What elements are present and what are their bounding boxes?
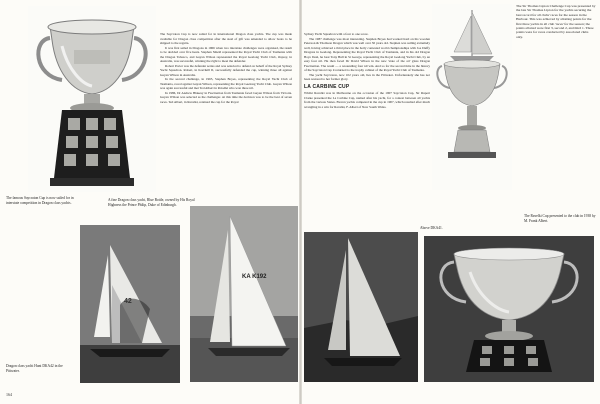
paragraph: In 1986, Dr Andrew Blakesy in Fascination from Tasmania faced Guyan Wilson from Victoria. Guyan Wilson was selected as the challenger. At this time the decision was to be the best of seven races. Ted Albert, in Ravelki, retained the cup for the Royal	[160, 90, 292, 104]
caption-above-dka41: Above DKA41.	[420, 226, 443, 230]
caption-dragon-yacht: Dragon class yacht Hunt DKA42 in the Pittwater.	[6, 364, 63, 373]
trophy-image	[432, 4, 512, 190]
trophy-image	[28, 6, 156, 192]
paragraph: The 1987 challenge was most interesting. Stephen Boyes had worked hard on his wooden Peterson & Thomson Dragon which was well over 30 years old. Stephen was sailing extremely well, having achieved a third place in the hotly contested world championships with Joe Duffy Dragons in Geelong. Representing the Royal Yacht Club of Tasmania, and in his old Dragon Boyo Deal, he beat Tony Bull in St George, representing the Royal Geelong Yacht Club, by an easy four nil. He then faced Dr David Wilson in the new 'state of the art' glass Dragon Fascination. The result — a resounding four nil win. And so for the second time in the history of the Saycraton Cup it returned to the trophy cabinet of the Royal Yacht Club of Tasmania.	[304, 36, 430, 72]
yacht-photo-dka41	[304, 232, 418, 382]
caption-ravelki-cup: The Ravelki Cup presented to the club in 1938 by M. Frank Albert.	[524, 214, 596, 223]
section-heading: LA CARBINE CUP	[304, 83, 350, 90]
left-page-body	[160, 32, 292, 196]
caption-saycraton-cup: The famous Saycraton Cup is now sailed for in interstate competition in Dragon class yachts.	[6, 196, 74, 205]
right-page-body	[304, 32, 430, 228]
caption-blue-bottle: A fine Dragon class yacht, Blue Bottle, owned by His Royal Highness the Prince Philip, Duke of Edinburgh.	[108, 198, 195, 207]
sail-number: KA K192	[242, 274, 267, 280]
paragraph: The Saycraton Cup is now sailed for in international Dragon class yachts. The cup was made available for Dragon class competition after the steel of gift was amended to allow boats to be shipped to the regatta.	[160, 32, 292, 45]
paragraph: It was first sailed in Dragons in 1966 when two interstate challenges were organised, the result to be decided over five heats. Stephen Shield represented the Royal Yacht Club of Tasmania with the Dragon Tabasco, and Guyan Wilson represented the Royal Geelong Yacht Club, Osprey, in Australia, was successful, winning the right to meet the defender.	[160, 45, 292, 63]
paragraph: Whilst Ravelki was in Melbourne on the occasion of the 1907 Saycraton Cup, Sir Rupert Clarke presented the La Carbine Cup, named after his yacht, for a contest between all yachts from the various States. Eleven yachts competed in the cup in 1907, which resulted after much wrangling in a win for Ravelki, F. Albert of New South Wales.	[304, 91, 430, 109]
page-gutter	[299, 0, 302, 404]
page-number: 164	[6, 392, 12, 397]
yacht-photo-dragon	[190, 206, 298, 382]
paragraph: The yacht Saycraton, now 102 years old, lies in the Pittwater. Unfortunately she has not been restored to her former glory.	[304, 72, 430, 81]
paragraph: Robert Porter was the defender series and was selected to defend on behalf of the Royal Sydney Yacht Squadron. Robert, in Korrikill II, successfully defended the cup, winning three all against Guyan Wilson in Australia.	[160, 63, 292, 77]
lipton-cup-photo	[432, 4, 512, 190]
trophy-image	[424, 236, 594, 382]
paragraph: Sydney Yacht Squadron with a four to one score.	[304, 32, 369, 36]
ravelki-cup-photo	[424, 236, 594, 382]
saycraton-cup-photo	[28, 6, 156, 192]
paragraph: In the second challenge, in 1965, Stephen Boyes, representing the Royal Yacht Club of Tasmania, raced against Guyan Wilson, representing the Royal Geelong Yacht Club. Guyan Wilson was again successful and met Ted Albert in Ravelki who won three nil.	[160, 77, 292, 90]
sail-number: 42	[124, 298, 132, 305]
caption-lipton-cup: The Sir Thomas Lipton Challenge Cup was presented by the late Sir Thomas Lipton for the yachts securing the best record for all clubs' races for the season in the Harbour. This was achieved by allotting points for the first three yachts in all club 'races' for the season; the points allotted were first 3, second 2, and third 1. Three points were for races conducted by associated clubs only.	[516, 4, 596, 39]
yacht-photo-blue-bottle	[80, 225, 180, 383]
